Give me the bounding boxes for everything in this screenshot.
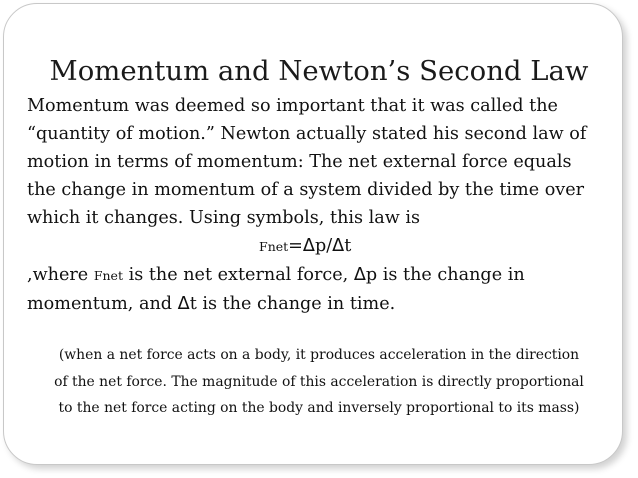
formula-equals: = bbox=[288, 236, 303, 257]
where-f: F bbox=[93, 267, 103, 283]
note-line: of the net force. The magnitude of this acceleration is directly proportional bbox=[54, 373, 584, 390]
paragraph-line: Momentum was deemed so important that it was called the bbox=[27, 96, 558, 116]
where-net-subscript: net bbox=[102, 267, 123, 283]
paragraph-line: which it changes. Using symbols, this law is bbox=[27, 208, 421, 229]
slide-title: Momentum and Newton’s Second Law bbox=[49, 55, 589, 87]
last-suffix: t is the change in time. bbox=[189, 293, 396, 314]
formula-p: p bbox=[314, 236, 327, 257]
last-prefix: momentum, and bbox=[27, 293, 178, 314]
where-prefix: ,where bbox=[27, 264, 94, 285]
slide-body bbox=[27, 92, 627, 318]
last-line bbox=[27, 290, 627, 318]
paragraph-line: motion in terms of momentum: The net external force equals bbox=[27, 152, 572, 173]
paragraph-line: the change in momentum of a system divided by the time over bbox=[27, 180, 585, 201]
where-line bbox=[27, 261, 627, 290]
formula-slash: / bbox=[326, 236, 333, 257]
note-block bbox=[0, 342, 638, 422]
note-line: to the net force acting on the body and inversely proportional to its mass) bbox=[58, 400, 580, 417]
formula-net-subscript: net bbox=[267, 239, 289, 255]
where-middle: is the net external force, bbox=[122, 264, 354, 285]
where-delta-p: Δ bbox=[353, 264, 366, 285]
formula bbox=[27, 232, 627, 260]
formula-delta-p: Δ bbox=[302, 236, 315, 257]
last-delta-t: Δ bbox=[177, 293, 190, 314]
where-middle2: p is the change in bbox=[365, 264, 525, 285]
formula-t: t bbox=[344, 236, 352, 257]
note-line: (when a net force acts on a body, it produces acceleration in the direction bbox=[58, 347, 580, 363]
formula-delta-t: Δ bbox=[332, 236, 345, 257]
paragraph-line: “quantity of motion.” Newton actually stated his second law of bbox=[27, 124, 587, 145]
formula-f: F bbox=[259, 239, 268, 255]
